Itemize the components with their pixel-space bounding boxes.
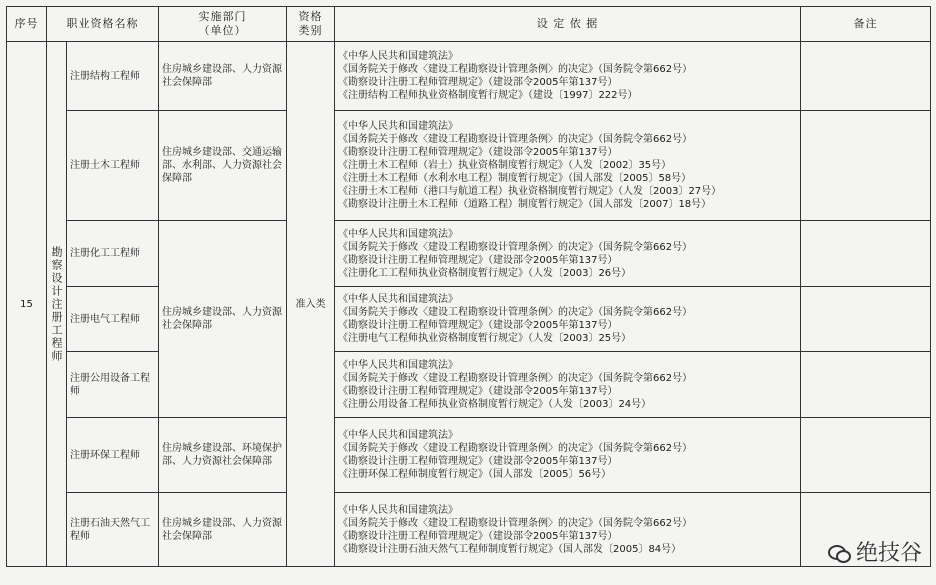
header-note: 备注 [801,7,931,42]
basis-line: 《中华人民共和国建筑法》 [338,359,458,371]
basis-cell [335,42,801,111]
table-row [7,493,931,567]
qualification-name: 注册土木工程师 [67,111,159,221]
basis-cell [335,493,801,567]
dept-cell: 住房城乡建设部、交通运输部、水利部、人力资源社会保障部 [159,111,287,221]
basis-line: 《勘察设计注册工程师管理规定》（建设部令2005年第137号） [338,320,618,331]
category-cell [47,42,67,567]
basis-line: 《勘察设计注册工程师管理规定》（建设部令2005年第137号） [338,456,618,467]
header-row [7,7,931,42]
type-cell: 准入类 [287,42,335,567]
qualification-name: 注册公用设备工程师 [67,352,159,418]
note-cell [801,42,931,111]
basis-line: 《注册化工工程师执业资格制度暂行规定》（人发〔2003〕26号） [338,267,632,279]
basis-line: 《中华人民共和国建筑法》 [338,51,458,62]
qualification-name: 注册环保工程师 [67,418,159,493]
basis-line: 《勘察设计注册土木工程师（道路工程）制度暂行规定》（国人部发〔2007〕18号） [338,199,712,210]
basis-line: 《勘察设计注册石油天然气工程师制度暂行规定》（国人部发〔2005〕84号） [338,543,682,555]
basis-line: 《国务院关于修改〈建设工程勘察设计管理条例〉的决定》（国务院令第662号） [338,372,693,384]
header-type-text: 资格 类别 [298,10,323,37]
table-row [7,111,931,221]
qualification-name: 注册电气工程师 [67,287,159,352]
basis-line: 《注册电气工程师执业资格制度暂行规定》（人发〔2003〕25号） [338,333,632,344]
basis-line: 《注册土木工程师（水利水电工程）制度暂行规定》（国人部发〔2005〕58号） [338,173,692,184]
basis-cell [335,287,801,352]
basis-line: 《国务院关于修改〈建设工程勘察设计管理条例〉的决定》（国务院令第662号） [338,517,693,529]
category-text: 勘察设计注册工程师 [50,245,63,363]
table-row [7,287,931,352]
header-seq: 序号 [7,7,47,42]
qualification-table [6,6,931,567]
basis-line: 《国务院关于修改〈建设工程勘察设计管理条例〉的决定》（国务院令第662号） [338,443,693,454]
basis-cell [335,221,801,287]
basis-line: 《注册公用设备工程师执业资格制度暂行规定》（人发〔2003〕24号） [338,398,652,410]
table-row [7,221,931,287]
basis-line: 《勘察设计注册工程师管理规定》（建设部令2005年第137号） [338,77,618,88]
table-row [7,418,931,493]
basis-cell [335,111,801,221]
basis-line: 《国务院关于修改〈建设工程勘察设计管理条例〉的决定》（国务院令第662号） [338,307,693,318]
basis-line: 《注册环保工程师制度暂行规定》（国人部发〔2005〕56号） [338,469,612,480]
header-name: 职业资格名称 [47,7,159,42]
note-cell [801,111,931,221]
basis-line: 《注册土木工程师（岩土）执业资格制度暂行规定》（人发〔2002〕35号） [338,160,672,171]
dept-cell: 住房城乡建设部、环境保护部、人力资源社会保障部 [159,418,287,493]
wechat-icon [828,543,850,561]
basis-line: 《中华人民共和国建筑法》 [338,228,458,240]
basis-cell [335,418,801,493]
basis-line: 《注册结构工程师执业资格制度暂行规定》（建设〔1997〕222号） [338,90,638,101]
header-basis: 设 定 依 据 [335,7,801,42]
qualification-name: 注册结构工程师 [67,42,159,111]
note-cell [801,418,931,493]
dept-cell: 住房城乡建设部、人力资源社会保障部 [159,42,287,111]
dept-cell: 住房城乡建设部、人力资源社会保障部 [159,221,287,418]
basis-line: 《国务院关于修改〈建设工程勘察设计管理条例〉的决定》（国务院令第662号） [338,241,693,253]
basis-line: 《勘察设计注册工程师管理规定》（建设部令2005年第137号） [338,254,618,266]
basis-line: 《国务院关于修改〈建设工程勘察设计管理条例〉的决定》（国务院令第662号） [338,134,693,145]
basis-line: 《中华人民共和国建筑法》 [338,430,458,441]
header-type [287,7,335,42]
qualification-name: 注册化工工程师 [67,221,159,287]
basis-line: 《中华人民共和国建筑法》 [338,294,458,305]
basis-line: 《勘察设计注册工程师管理规定》（建设部令2005年第137号） [338,147,618,158]
basis-cell [335,352,801,418]
basis-line: 《中华人民共和国建筑法》 [338,121,458,132]
basis-line: 《中华人民共和国建筑法》 [338,504,458,516]
note-cell [801,221,931,287]
basis-line: 《注册土木工程师（港口与航道工程）执业资格制度暂行规定》（人发〔2003〕27号） [338,186,722,197]
table-row [7,352,931,418]
note-cell [801,287,931,352]
table-row [7,42,931,111]
header-dept [159,7,287,42]
watermark [828,536,922,567]
watermark-text: 绝技谷 [855,541,922,566]
qualification-name: 注册石油天然气工程师 [67,493,159,567]
basis-line: 《国务院关于修改〈建设工程勘察设计管理条例〉的决定》（国务院令第662号） [338,64,693,75]
seq-cell: 15 [7,42,47,567]
basis-line: 《勘察设计注册工程师管理规定》（建设部令2005年第137号） [338,385,618,397]
note-cell [801,352,931,418]
basis-line: 《勘察设计注册工程师管理规定》（建设部令2005年第137号） [338,530,618,542]
dept-cell: 住房城乡建设部、人力资源社会保障部 [159,493,287,567]
header-dept-text: 实施部门 （单位） [198,10,247,37]
